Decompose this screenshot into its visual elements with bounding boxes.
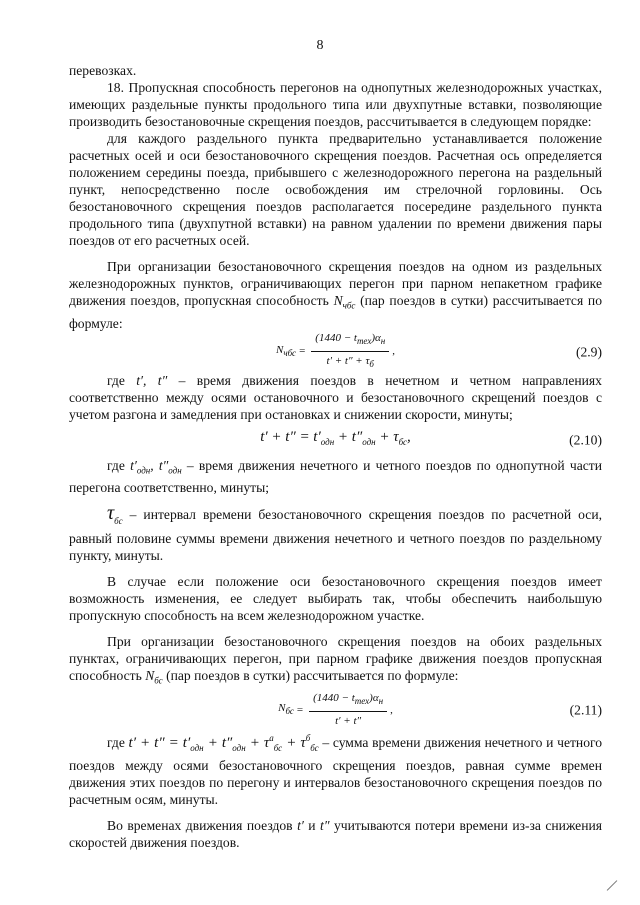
paragraph-18: 18. Пропускная способность перегонов на однопутных железнодорожных участках, имеющих раздельные пункты продольного типа или двухпутные вставки, позволяющие производить безостановочные скрещения поездов, рассчитывается в следующем порядке: — [69, 80, 602, 129]
formula-fraction — [311, 330, 389, 373]
formula-denominator: $t' + t'' + \tau_б$ — [326, 355, 374, 370]
paragraph-text: – интервал времени безостановочного скрещения поездов по расчетной оси, равный половине суммы времени движения нечетного и четного поездов по раздельному пункту, минуты. — [69, 507, 602, 564]
variable-tau: $\tau_{бс}$ — [107, 502, 123, 527]
formula-lhs: $N_{чбс}$ — [276, 343, 297, 358]
paragraph-continuation: перевозках. — [69, 63, 137, 78]
inline-formula: $t' + t'' = t'_{одн} + t''_{одн} + \tau^а_{бс} + \tau^б_{бс}$ — [128, 733, 319, 754]
variable-t-prime: t′ — [297, 818, 304, 834]
paragraph-time-losses: Во временах движения поездов t′ и t″ учитываются потери времени из-за снижения скоростей движения поездов. — [69, 818, 603, 851]
formula-2-10 — [69, 423, 602, 457]
formula-fraction — [309, 690, 387, 730]
formula-number: (2.9) — [575, 344, 602, 360]
paragraph-text: – время движения нечетного и четного поездов по однопутной части перегона соответственно, минуты; — [69, 457, 602, 496]
paragraph-sum-definition: где $t' + t'' = t'_{одн} + t''_{одн} + \tau^а_{бс} + \tau^б_{бс}$ – сумма времени движения нечетного и четного поездов между осями безостановочного скрещения поездов, равная сумме времен движения этих поездов по перегону и интервалов безостановочного скрещения поездов по расчетным осям, минуты. — [69, 733, 603, 808]
capacity-variable: $N_{бс}$ — [145, 668, 163, 687]
document-body — [69, 62, 602, 851]
formula-expression: $t' + t'' = t'_{одн} + t''_{одн} + \tau_{бс}$, — [260, 428, 411, 447]
paragraph-text: – сумма времени движения нечетного и четного поездов между осями безостановочного скрещения поездов, равная сумме времен движения этих поездов по перегону и интервалов безостановочного скрещения поездов по расчетным осям, минуты. — [69, 735, 603, 808]
variable-t: t′, t″ — [136, 372, 168, 388]
formula-number: (2.11) — [569, 702, 602, 718]
paragraph-axis-definition: для каждого раздельного пункта предварительно устанавливается положение расчетных осей и оси безостановочного скрещения поездов. Расчетная ось определяется положением середины поезда, прибывшего с железнодорожного перегона на раздельный пункт, непосредственно после освобождения им стрелочной горловины. Ось безостановочного скрещения поездов располагается посередине раздельного пункта продольного типа (двухпутной вставки) на равном удалении по времени движения пары поездов от его расчетных осей. — [69, 131, 602, 248]
paragraph-text: (пар поездов в сутки) рассчитывается по формуле: — [69, 293, 603, 331]
paragraph-text: При организации безостановочного скрещения поездов на одном из раздельных железнодорожных пунктов, ограничивающих перегон при парном непакетном графике движения поездов, пропускная способность — [69, 259, 602, 308]
formula-comma: , — [390, 703, 393, 716]
formula-denominator: t′ + t″ — [335, 715, 362, 728]
paragraph-text: – время движения поездов в нечетном и четном направлениях соответственно между осями остановочного и безостановочного скрещений поездов с учетом разгона и замедления при остановках и снижении скорости, минуты; — [69, 372, 602, 422]
paragraph-both-points-crossing — [69, 633, 602, 690]
paragraph-text: (пар поездов в сутки) рассчитывается по формуле: — [166, 668, 459, 684]
formula-equals: = — [299, 345, 306, 358]
formula-comma: , — [392, 345, 395, 358]
formula-2-11 — [69, 690, 602, 730]
capacity-variable: $N_{чбс}$ — [333, 293, 356, 311]
formula-numerator: $(1440 - t_{тех})\alpha_н$ — [309, 690, 387, 712]
paragraph-tau-definition — [69, 502, 602, 564]
paragraph-axis-choice: В случае если положение оси безостановочного скрещения поездов имеет возможность изменения, ее следует выбирать так, чтобы обеспечить наибольшую пропускную способность на всем железнодорожном участке. — [69, 574, 602, 624]
paragraph-todn-definition: где $t'_{одн}$, $t''_{одн}$ – время движения нечетного и четного поездов по однопутной части перегона соответственно, минуты; — [69, 457, 602, 496]
paragraph-single-point-crossing — [69, 258, 602, 332]
variable-t-double-prime: t″ — [320, 818, 330, 834]
formula-lhs: $N_{бс}$ — [278, 702, 294, 717]
formula-equals: = — [296, 703, 304, 716]
formula-2-9 — [69, 332, 602, 372]
page-number: 8 — [316, 38, 324, 53]
paragraph-t-definition: где t′, t″ – время движения поездов в нечетном и четном направлениях соответственно между осями остановочного и безостановочного скрещений поездов с учетом разгона и замедления при остановках и снижении скорости, минуты; — [69, 372, 602, 422]
scan-mark — [607, 880, 618, 891]
formula-numerator: $(1440 - t_{тех})\alpha_н$ — [311, 330, 389, 352]
variable-t-odn: $t'_{одн}$, $t''_{одн}$ — [130, 457, 182, 476]
formula-number: (2.10) — [569, 432, 602, 448]
paragraph-text: При организации безостановочного скрещения поездов на обоих раздельных пунктах, ограничивающих перегон, при парном графике движения поездов пропускная способность — [69, 634, 602, 684]
